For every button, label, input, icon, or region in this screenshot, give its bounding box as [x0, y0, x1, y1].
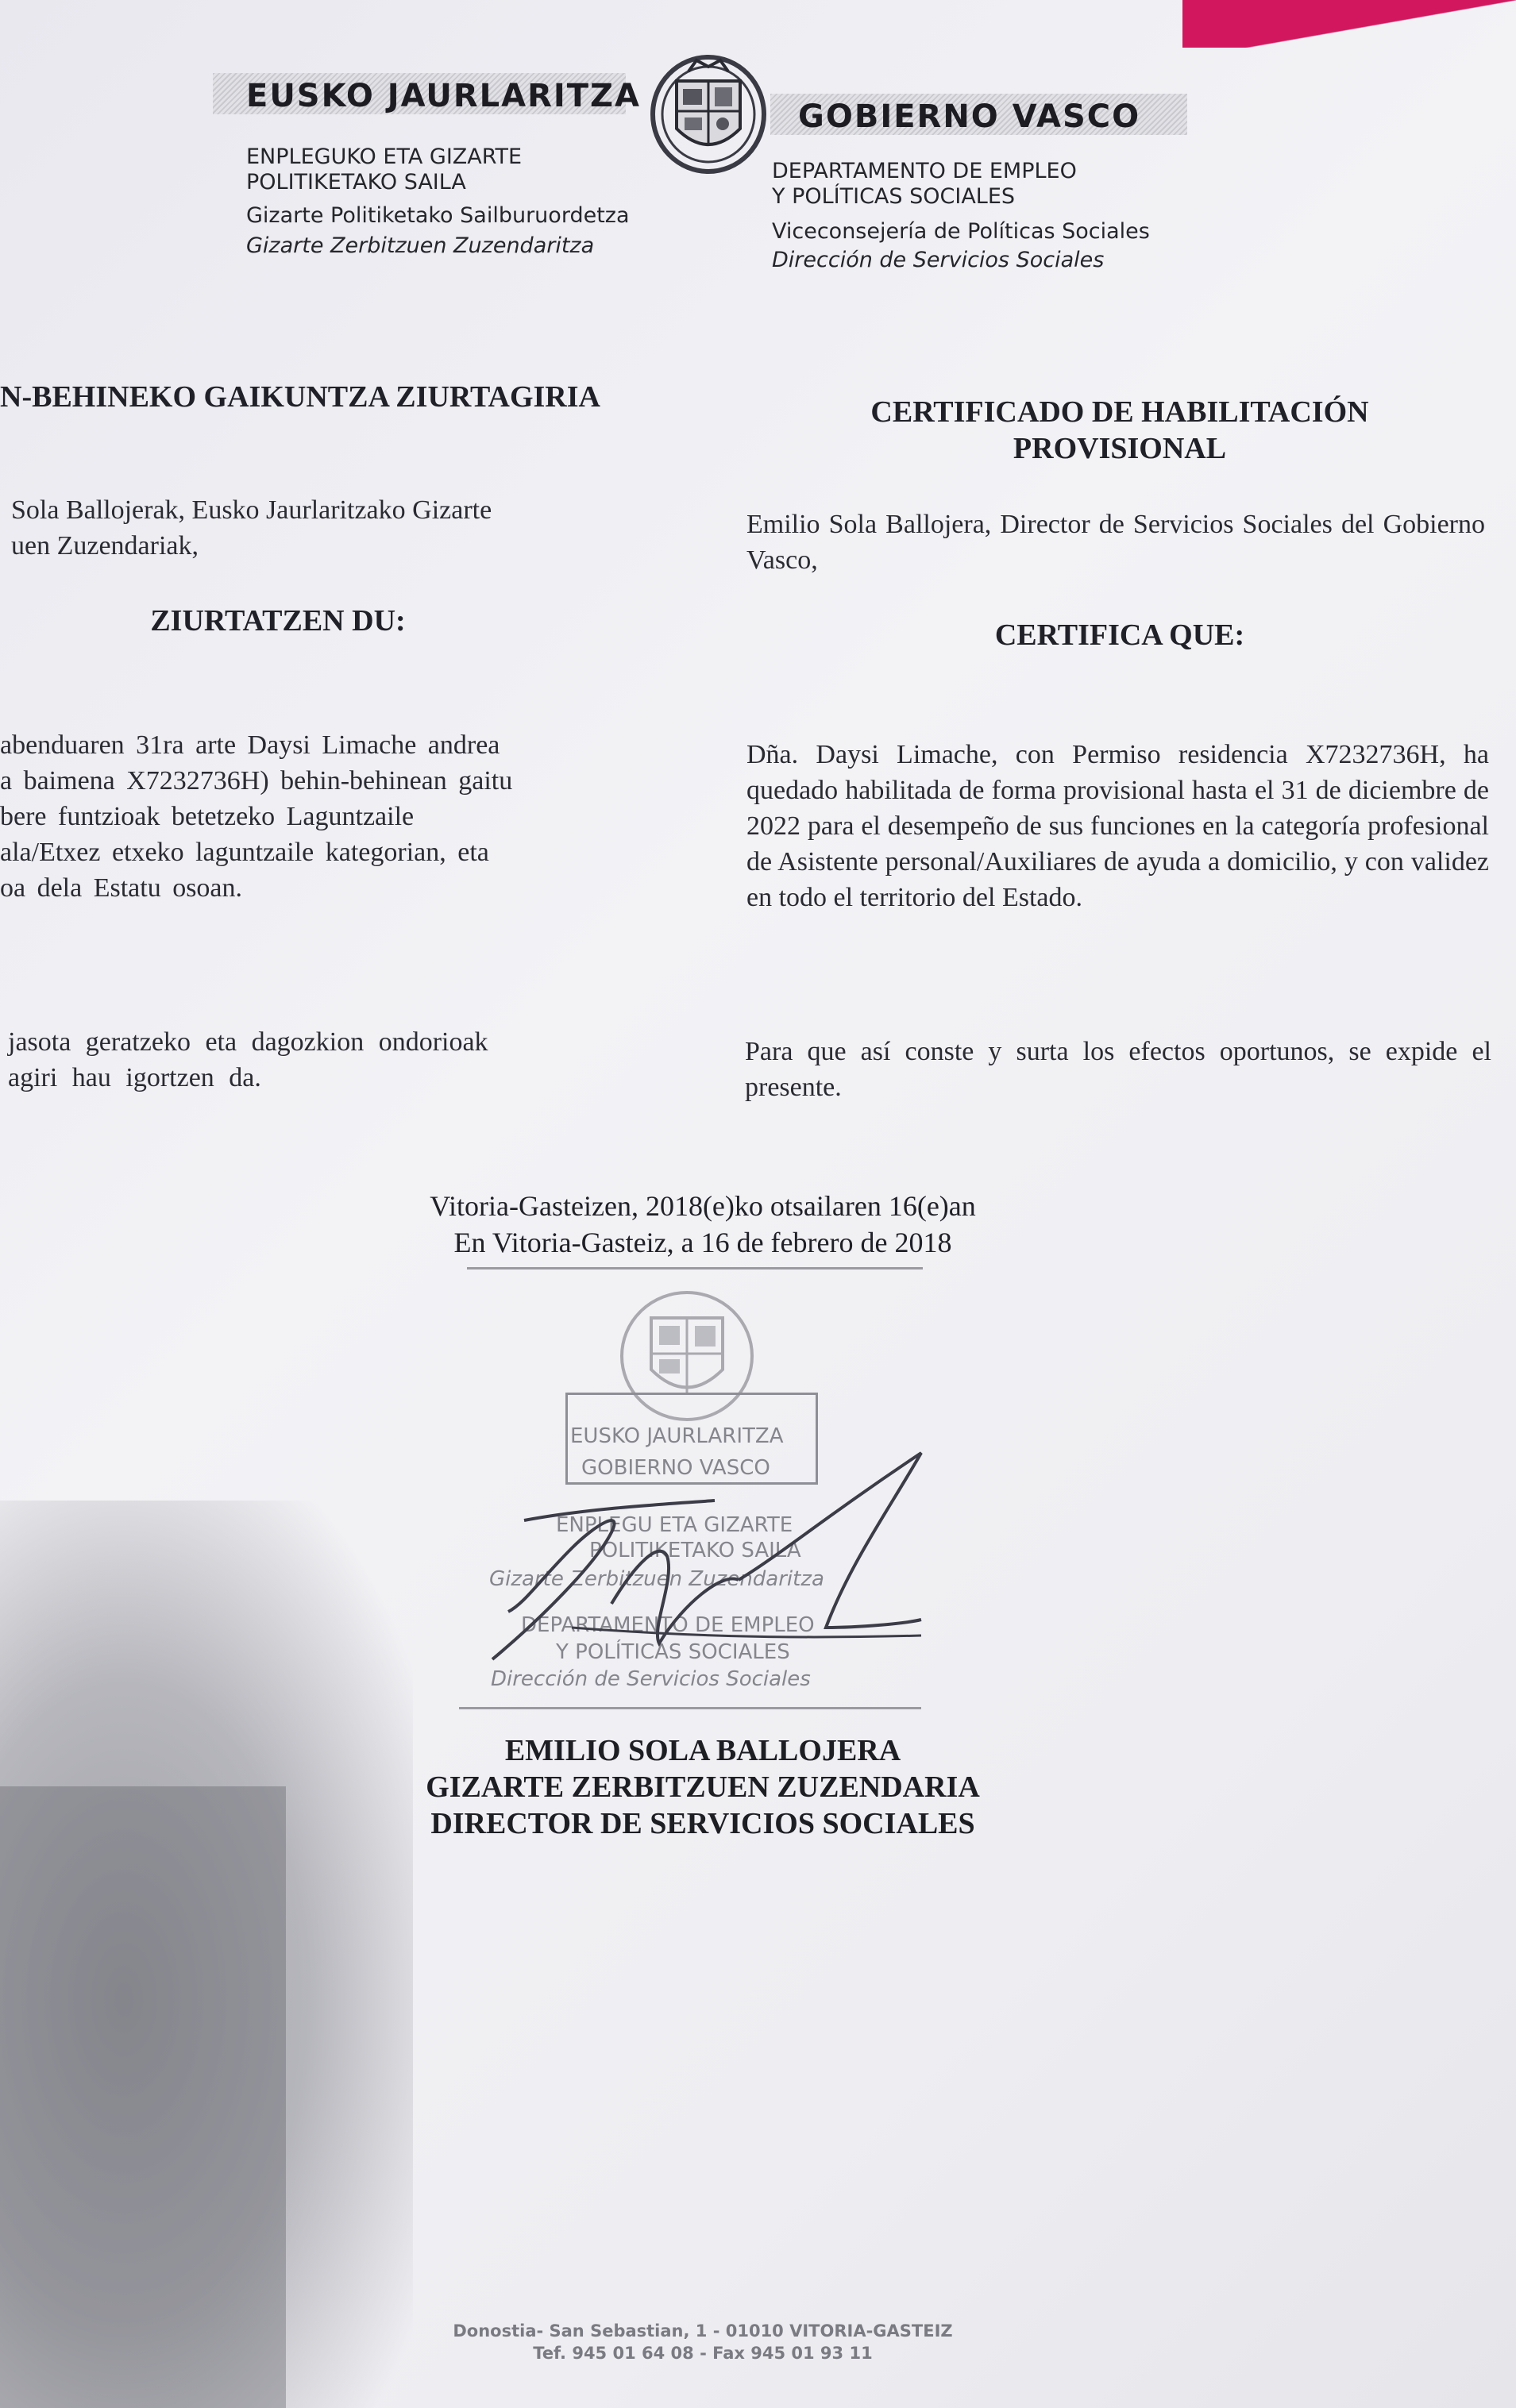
basque-coat-of-arms-icon — [645, 49, 772, 180]
basque-closing: jasota geratzeko eta dagozkion ondorioak agiri hau igortzen da. — [8, 1027, 488, 1092]
signatory-name: EMILIO SOLA BALLOJERA — [504, 1734, 901, 1767]
basque-intro: Sola Ballojerak, Eusko Jaurlaritzako Gizarte uen Zuzendariak, — [11, 495, 492, 561]
signatory-title-es: DIRECTOR DE SERVICIOS SOCIALES — [430, 1807, 975, 1840]
spanish-intro: Emilio Sola Ballojera, Director de Servicios Sociales del Gobierno Vasco, — [746, 510, 1485, 575]
spanish-certifies-heading: CERTIFICA QUE: — [994, 618, 1245, 652]
header-right-line-4: Dirección de Servicios Sociales — [772, 248, 1105, 272]
header-right-title: GOBIERNO VASCO — [798, 98, 1141, 135]
basque-certifies-heading: ZIURTATZEN DU: — [150, 604, 406, 638]
stamp-line-7: Y POLÍTICAS SOCIALES — [556, 1640, 790, 1664]
header-right-line-2: Y POLÍTICAS SOCIALES — [772, 184, 1016, 209]
stamp-line-6: DEPARTAMENTO DE EMPLEO — [521, 1613, 815, 1637]
footer-address: Donostia- San Sebastian, 1 - 01010 VITORIA-GASTEIZ — [453, 2321, 953, 2341]
footer-phone: Tef. 945 01 64 08 - Fax 945 01 93 11 — [533, 2344, 873, 2363]
stamp-line-5: Gizarte Zerbitzuen Zuzendaritza — [489, 1567, 824, 1591]
stamp-line-2: GOBIERNO VASCO — [581, 1456, 770, 1480]
background-corner — [1182, 0, 1516, 48]
stamp-line-1: EUSKO JAURLARITZA — [570, 1424, 784, 1448]
header-left-line-1: ENPLEGUKO ETA GIZARTE — [246, 144, 523, 169]
header-left-line-2: POLITIKETAKO SAILA — [246, 170, 466, 195]
header-left-line-3: Gizarte Politiketako Sailburuordetza — [246, 203, 630, 228]
handwritten-signature — [476, 1445, 937, 1687]
spanish-body: Dña. Daysi Limache, con Permiso residencia X7232736H, ha quedado habilitada de forma provisional hasta el 31 de diciembre de 2022 para el desempeño de sus funciones en la categoría profesional de Asistente personal/Auxiliares de ayuda a domicilio, y con validez en todo el territorio del Estado. — [746, 740, 1489, 912]
basque-title: N-BEHINEKO GAIKUNTZA ZIURTAGIRIA — [0, 380, 600, 414]
stamp-line-8: Dirección de Servicios Sociales — [491, 1667, 811, 1691]
signature-rule — [459, 1707, 921, 1709]
header-right-line-1: DEPARTAMENTO DE EMPLEO — [772, 159, 1077, 183]
spanish-closing: Para que así conste y surta los efectos oportunos, se expide el presente. — [745, 1037, 1491, 1102]
spanish-title: CERTIFICADO DE HABILITACIÓN PROVISIONAL — [870, 395, 1369, 465]
stamp-line-3: ENPLEGU ETA GIZARTE — [556, 1513, 793, 1537]
header-left-line-4: Gizarte Zerbitzuen Zuzendaritza — [246, 233, 595, 258]
place-date-spanish: En Vitoria-Gasteiz, a 16 de febrero de 2018 — [453, 1227, 952, 1258]
photo-shadow-core — [0, 1786, 286, 2408]
date-rule — [467, 1267, 923, 1269]
stamp-line-4: POLITIKETAKO SAILA — [589, 1539, 801, 1562]
place-date-basque: Vitoria-Gasteizen, 2018(e)ko otsailaren 16(e)an — [430, 1190, 976, 1222]
header-left-title: EUSKO JAURLARITZA — [246, 78, 642, 114]
header-right-line-3: Viceconsejería de Políticas Sociales — [772, 219, 1150, 244]
signatory-title-eu: GIZARTE ZERBITZUEN ZUZENDARIA — [426, 1770, 980, 1804]
basque-body: abenduaren 31ra arte Daysi Limache andrea a baimena X7232736H) behin-behinean gaitu bere funtzioak betetzeko Laguntzaile ala/Etxez etxeko laguntzaile kategorian, eta oa dela Estatu osoan. — [0, 730, 513, 903]
